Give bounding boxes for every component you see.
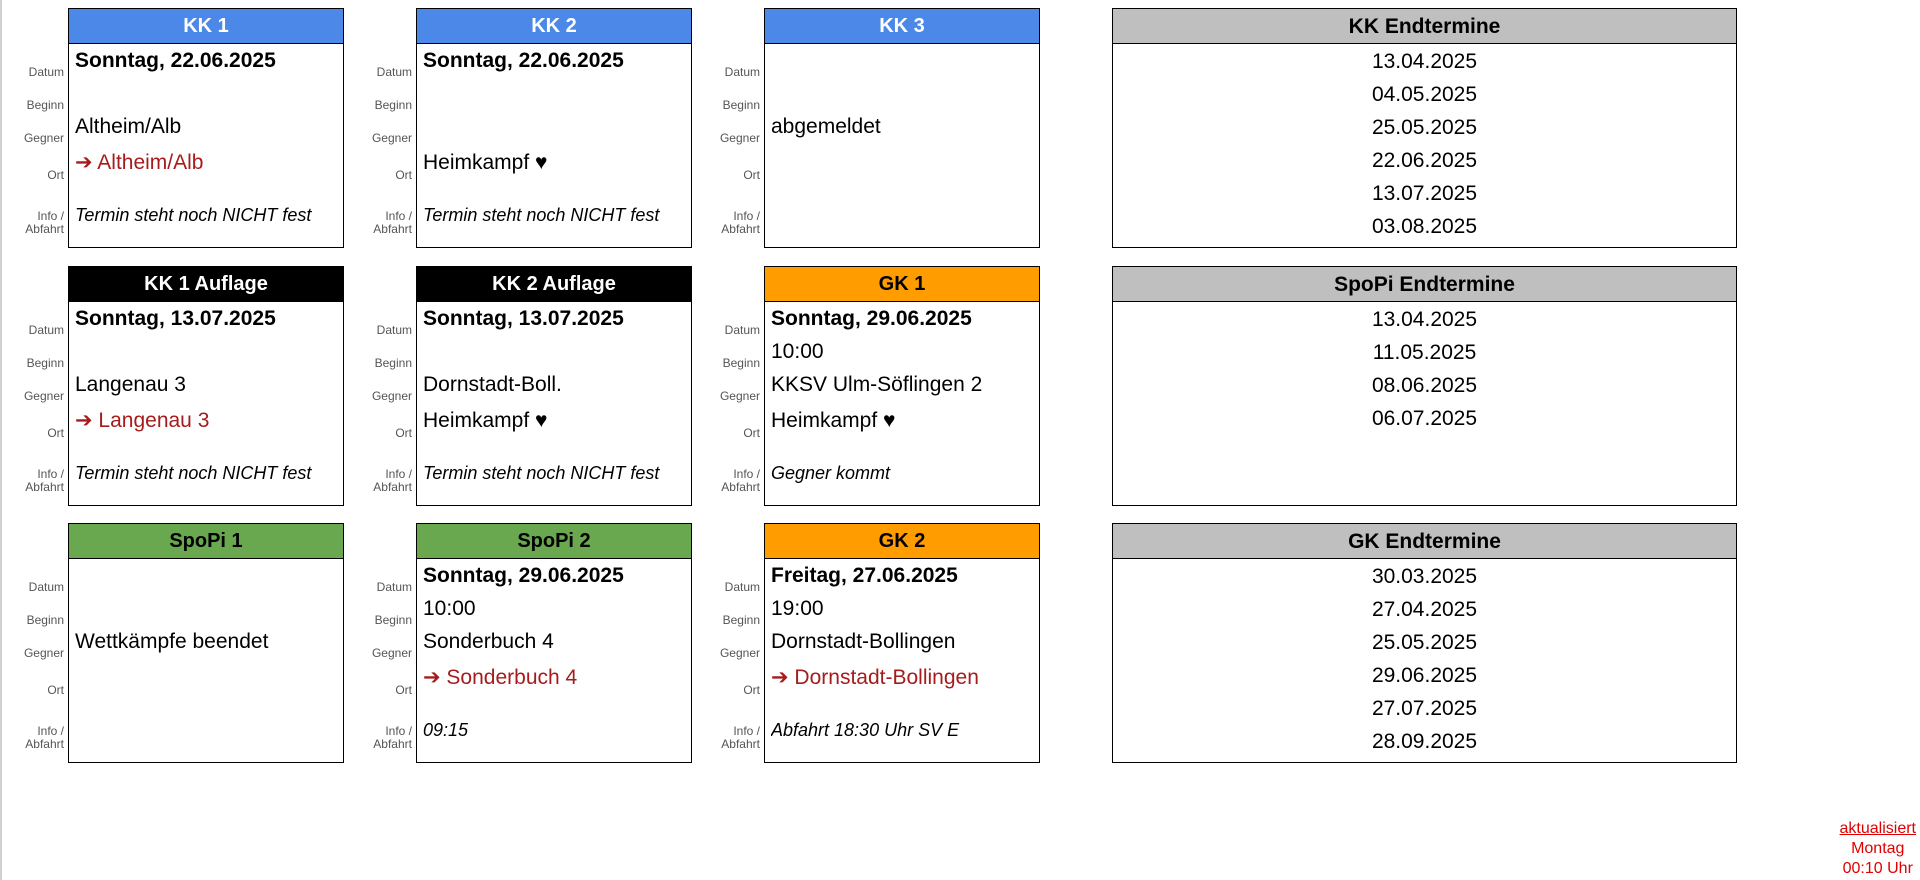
- row-label-ort: Ort: [743, 683, 760, 697]
- match-date: [75, 560, 337, 592]
- updated-link[interactable]: aktualisiert: [1839, 820, 1916, 837]
- endtermine-date: 27.04.2025: [1371, 598, 1478, 621]
- row-label-datum: Datum: [376, 65, 412, 79]
- row-label-info: [352, 468, 412, 494]
- match-time: 10:00: [771, 340, 824, 363]
- row-label-gegner: Gegner: [719, 646, 760, 660]
- team-card-title: KK 2 Auflage: [417, 267, 691, 302]
- row-label-info-line1: Info /: [733, 467, 760, 481]
- match-time: [75, 77, 337, 110]
- row-label-info: [352, 210, 412, 236]
- row-label-ort: Ort: [47, 683, 64, 697]
- match-info: 09:15: [423, 720, 469, 740]
- row-label-info-line2: Abfahrt: [721, 222, 760, 236]
- team-card-title: KK 2: [417, 9, 691, 44]
- row-label-datum: Datum: [724, 580, 760, 594]
- match-info: [75, 698, 337, 762]
- row-label-beginn: Beginn: [374, 98, 412, 112]
- row-label-beginn: Beginn: [722, 613, 760, 627]
- endtermine-box: [1112, 8, 1737, 248]
- match-opponent: Altheim/Alb: [75, 115, 182, 138]
- row-label-datum: Datum: [376, 580, 412, 594]
- row-label-info-line1: Info /: [37, 209, 64, 223]
- endtermine-date: 29.06.2025: [1371, 664, 1478, 687]
- endtermine-date: 28.09.2025: [1371, 730, 1478, 753]
- match-opponent: [423, 110, 685, 143]
- row-label-ort: Ort: [47, 426, 64, 440]
- row-label-info-line1: Info /: [733, 724, 760, 738]
- row-label-gegner: Gegner: [371, 389, 412, 403]
- team-card-title: SpoPi 2: [417, 524, 691, 559]
- row-label-beginn: Beginn: [722, 356, 760, 370]
- endtermine-title: KK Endtermine: [1113, 9, 1736, 44]
- row-label-beginn: Beginn: [26, 98, 64, 112]
- endtermine-date: 27.07.2025: [1371, 697, 1478, 720]
- row-label-beginn: Beginn: [26, 613, 64, 627]
- row-label-info-line2: Abfahrt: [373, 737, 412, 751]
- row-label-ort: Ort: [395, 683, 412, 697]
- row-label-info-line2: Abfahrt: [721, 737, 760, 751]
- endtermine-date: 22.06.2025: [1371, 149, 1478, 172]
- match-date: Sonntag, 22.06.2025: [423, 49, 624, 72]
- row-label-ort: Ort: [395, 168, 412, 182]
- match-location: ➔ Langenau 3: [75, 409, 210, 432]
- match-info: Termin steht noch NICHT fest: [75, 463, 312, 483]
- endtermine-date: 13.04.2025: [1371, 50, 1478, 73]
- endtermine-date: 11.05.2025: [1372, 341, 1477, 364]
- row-label-info: [700, 210, 760, 236]
- row-label-info: [4, 725, 64, 751]
- endtermine-box: [1112, 266, 1737, 506]
- match-time: [75, 335, 337, 368]
- updated-info: [1840, 819, 1916, 879]
- team-card: [416, 8, 692, 248]
- match-time: [423, 77, 685, 110]
- row-label-info-line2: Abfahrt: [373, 222, 412, 236]
- row-label-info: [700, 468, 760, 494]
- row-label-gegner: Gegner: [23, 131, 64, 145]
- row-label-gegner: Gegner: [719, 389, 760, 403]
- row-label-datum: Datum: [724, 323, 760, 337]
- row-label-gegner: Gegner: [371, 646, 412, 660]
- row-label-info-line2: Abfahrt: [25, 222, 64, 236]
- row-label-info: [4, 468, 64, 494]
- match-opponent: Sonderbuch 4: [423, 630, 554, 653]
- endtermine-title: GK Endtermine: [1113, 524, 1736, 559]
- team-card: [764, 266, 1040, 506]
- match-date: Sonntag, 29.06.2025: [423, 564, 624, 587]
- endtermine-date: 04.05.2025: [1371, 83, 1478, 106]
- row-label-gegner: Gegner: [719, 131, 760, 145]
- team-card: [416, 266, 692, 506]
- match-info: Abfahrt 18:30 Uhr SV E: [771, 720, 960, 740]
- match-location: ➔ Dornstadt-Bollingen: [771, 666, 979, 689]
- endtermine-date: 25.05.2025: [1371, 631, 1478, 654]
- match-location: Heimkampf ♥: [771, 409, 896, 432]
- endtermine-date: 03.08.2025: [1371, 215, 1478, 238]
- row-label-beginn: Beginn: [374, 613, 412, 627]
- row-label-info: [352, 725, 412, 751]
- row-label-ort: Ort: [743, 168, 760, 182]
- match-time: [423, 335, 685, 368]
- endtermine-date: 13.07.2025: [1371, 182, 1478, 205]
- row-label-datum: Datum: [28, 580, 64, 594]
- match-time: [75, 592, 337, 625]
- row-label-beginn: Beginn: [374, 356, 412, 370]
- team-card: [68, 266, 344, 506]
- endtermine-list: [1113, 303, 1736, 435]
- match-location: [75, 658, 337, 698]
- endtermine-list: [1113, 45, 1736, 243]
- row-label-ort: Ort: [395, 426, 412, 440]
- match-opponent: KKSV Ulm-Söflingen 2: [771, 373, 983, 396]
- match-time: 10:00: [423, 597, 476, 620]
- team-card-title: GK 1: [765, 267, 1039, 302]
- match-info: [771, 183, 1033, 247]
- row-label-info: [4, 210, 64, 236]
- team-card: [68, 523, 344, 763]
- match-location: [771, 143, 1033, 183]
- row-label-info-line1: Info /: [385, 724, 412, 738]
- endtermine-date: 25.05.2025: [1371, 116, 1478, 139]
- row-label-datum: Datum: [724, 65, 760, 79]
- team-card-title: GK 2: [765, 524, 1039, 559]
- row-label-gegner: Gegner: [371, 131, 412, 145]
- row-label-info-line2: Abfahrt: [25, 737, 64, 751]
- team-card-title: KK 1 Auflage: [69, 267, 343, 302]
- match-opponent: Wettkämpfe beendet: [75, 630, 269, 653]
- team-card: [416, 523, 692, 763]
- match-location: ➔ Altheim/Alb: [75, 151, 204, 174]
- row-label-ort: Ort: [743, 426, 760, 440]
- updated-time: 00:10 Uhr: [1842, 860, 1913, 877]
- row-label-info-line2: Abfahrt: [721, 480, 760, 494]
- match-info: Termin steht noch NICHT fest: [423, 205, 660, 225]
- match-date: Sonntag, 13.07.2025: [75, 307, 276, 330]
- match-info: Termin steht noch NICHT fest: [75, 205, 312, 225]
- team-card: [764, 8, 1040, 248]
- row-label-info-line1: Info /: [733, 209, 760, 223]
- row-label-info: [700, 725, 760, 751]
- match-info: Termin steht noch NICHT fest: [423, 463, 660, 483]
- updated-day: Montag: [1851, 840, 1905, 857]
- endtermine-date: 13.04.2025: [1371, 308, 1478, 331]
- match-opponent: Dornstadt-Boll.: [423, 373, 562, 396]
- match-opponent: Dornstadt-Bollingen: [771, 630, 956, 653]
- team-card: [68, 8, 344, 248]
- row-label-datum: Datum: [376, 323, 412, 337]
- endtermine-title: SpoPi Endtermine: [1113, 267, 1736, 302]
- match-date: Sonntag, 29.06.2025: [771, 307, 972, 330]
- match-location: Heimkampf ♥: [423, 409, 548, 432]
- team-card-title: SpoPi 1: [69, 524, 343, 559]
- row-label-info-line1: Info /: [37, 724, 64, 738]
- match-date: Freitag, 27.06.2025: [771, 564, 958, 587]
- row-label-beginn: Beginn: [722, 98, 760, 112]
- team-card-title: KK 1: [69, 9, 343, 44]
- row-label-info-line2: Abfahrt: [25, 480, 64, 494]
- endtermine-box: [1112, 523, 1737, 763]
- row-label-datum: Datum: [28, 323, 64, 337]
- row-label-datum: Datum: [28, 65, 64, 79]
- row-label-info-line1: Info /: [385, 209, 412, 223]
- match-opponent: Langenau 3: [75, 373, 186, 396]
- match-date: Sonntag, 22.06.2025: [75, 49, 276, 72]
- match-info: Gegner kommt: [771, 463, 891, 483]
- row-label-info-line1: Info /: [37, 467, 64, 481]
- match-date: Sonntag, 13.07.2025: [423, 307, 624, 330]
- match-date: [771, 45, 1033, 77]
- match-location: Heimkampf ♥: [423, 151, 548, 174]
- match-time: [771, 77, 1033, 110]
- row-label-gegner: Gegner: [23, 389, 64, 403]
- row-label-info-line2: Abfahrt: [373, 480, 412, 494]
- row-label-info-line1: Info /: [385, 467, 412, 481]
- team-card-title: KK 3: [765, 9, 1039, 44]
- row-label-gegner: Gegner: [23, 646, 64, 660]
- endtermine-date: 08.06.2025: [1371, 374, 1478, 397]
- match-location: ➔ Sonderbuch 4: [423, 666, 578, 689]
- match-time: 19:00: [771, 597, 824, 620]
- endtermine-list: [1113, 560, 1736, 758]
- team-card: [764, 523, 1040, 763]
- endtermine-date: 06.07.2025: [1371, 407, 1478, 430]
- match-opponent: abgemeldet: [771, 115, 881, 138]
- endtermine-date: 30.03.2025: [1371, 565, 1478, 588]
- row-label-ort: Ort: [47, 168, 64, 182]
- row-label-beginn: Beginn: [26, 356, 64, 370]
